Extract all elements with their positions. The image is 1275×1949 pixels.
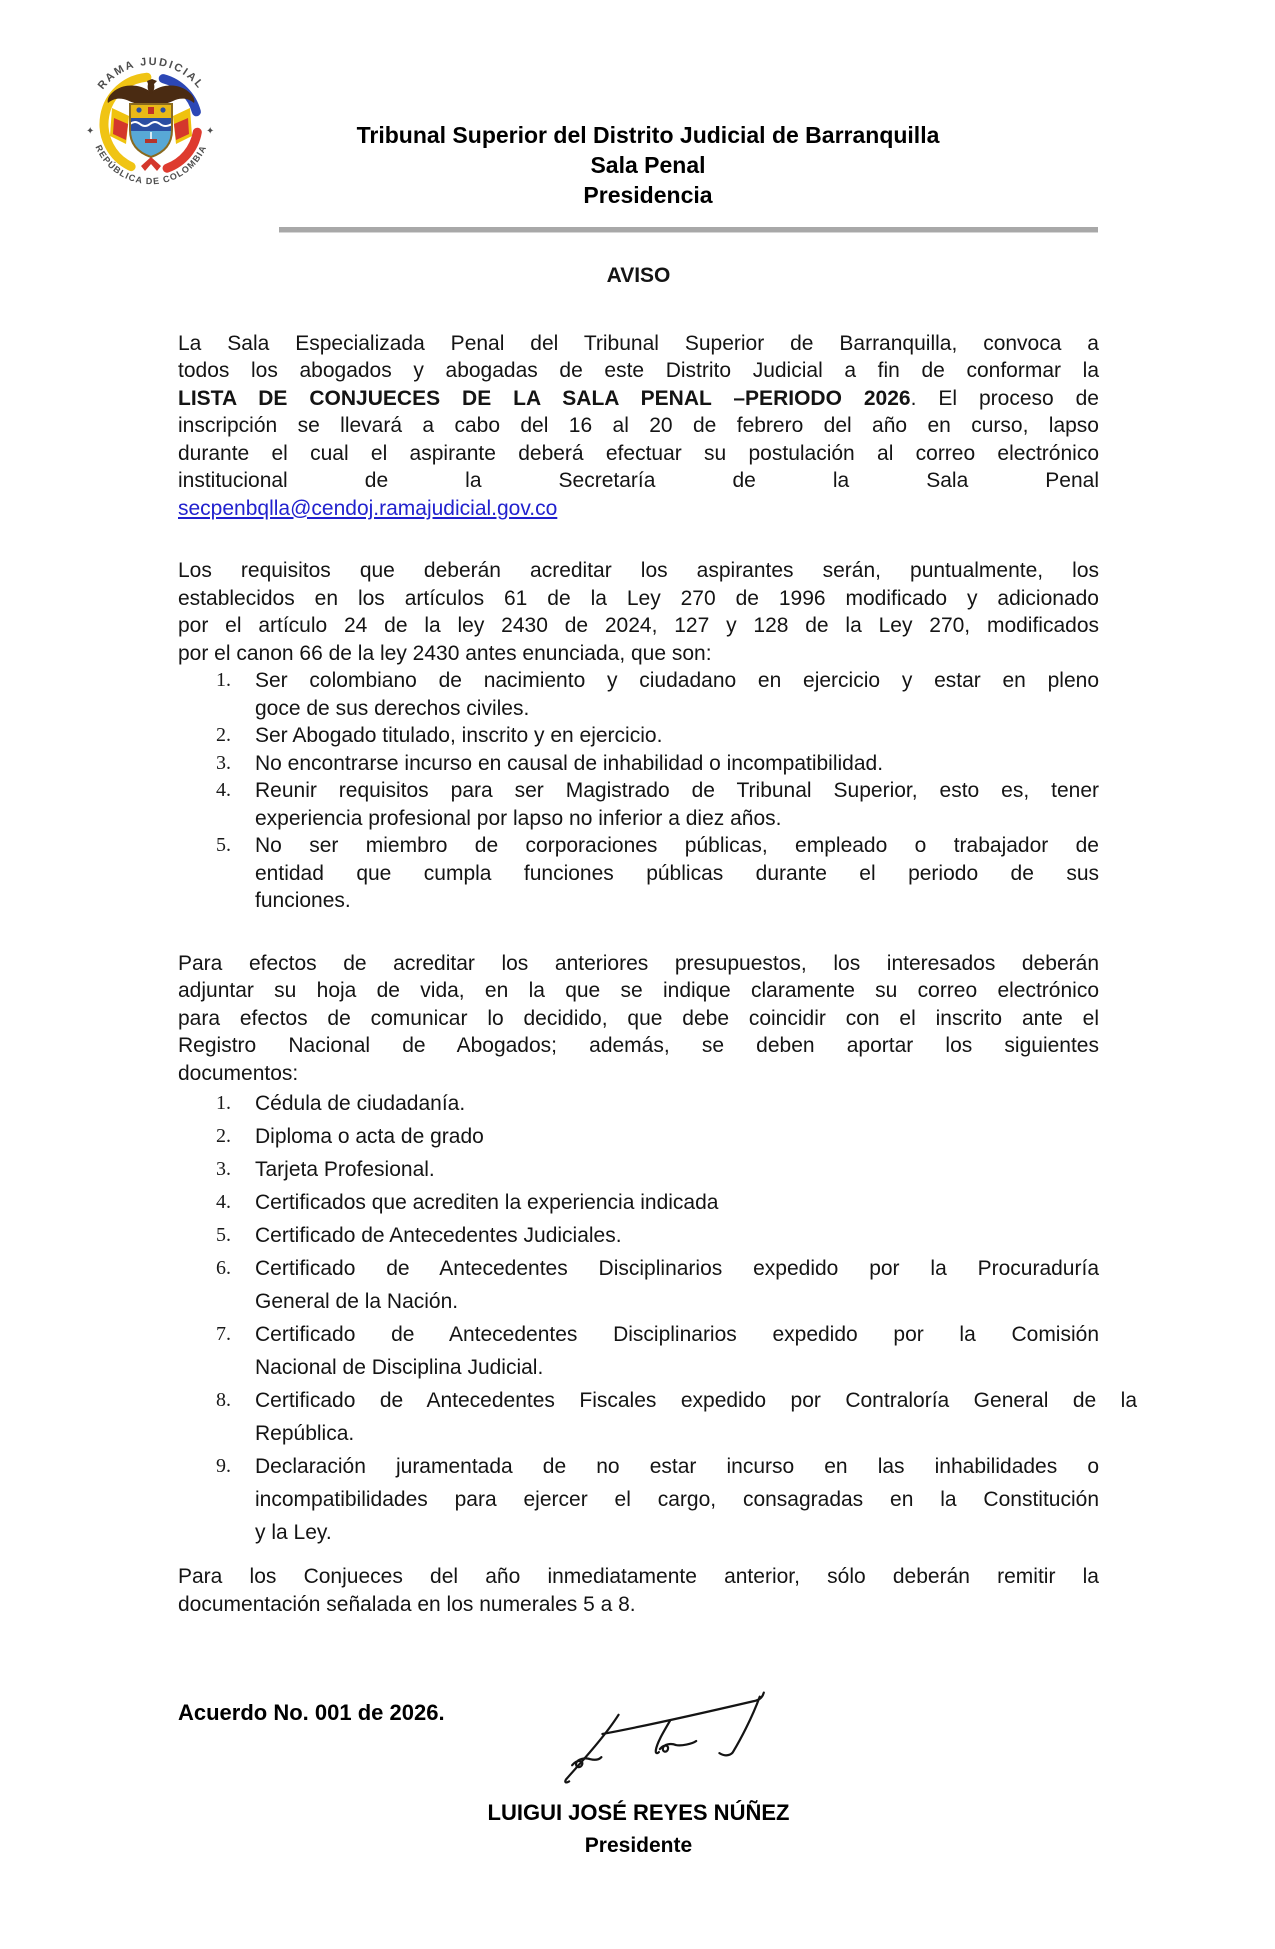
list-item-text-last: Certificado de Antecedentes Judiciales. — [255, 1224, 622, 1247]
document-item — [178, 1153, 1099, 1186]
letterhead-line2: Sala Penal — [590, 152, 706, 178]
paragraph-requisitos-last: por el canon 66 de la ley 2430 antes enunciada, que son: — [178, 641, 712, 665]
shield — [130, 104, 172, 157]
paragraph-requisitos-lines: Los requisitos que deberán acreditar los aspirantes serán, puntualmente, los establecidos en los artículos 61 de la Ley 270 de 1996 modificado y adicionado por el artículo 24 de la ley 2430 de 2024, 127 y 128 de la Ley 270, modificados — [178, 559, 1099, 637]
list-item-text-last: goce de sus derechos civiles. — [255, 696, 530, 720]
letterhead-line3: Presidencia — [583, 182, 713, 208]
seal-right-star-icon: ✦ — [206, 126, 215, 137]
list-item-number: 6. — [216, 1257, 231, 1279]
requirements-list — [178, 667, 1099, 915]
letterhead-line1: Tribunal Superior del Distrito Judicial de Barranquilla — [356, 122, 940, 148]
document-item — [178, 1186, 1099, 1219]
seal-top-text: RAMA JUDICIAL — [95, 55, 207, 92]
letterhead — [280, 120, 1016, 210]
acuerdo-label: Acuerdo No. 001 de 2026. — [178, 1700, 445, 1725]
signature-middle-squiggle — [660, 1741, 696, 1752]
list-item-text: No ser miembro de corporaciones públicas, empleado o trabajador de entidad que cumpla funciones públicas durante el periodo de sus — [255, 834, 1099, 885]
signature-left-squiggle — [572, 1757, 601, 1767]
paragraph-documentos-lines: Para efectos de acreditar los anteriores presupuestos, los interesados deberán adjuntar su hoja de vida, en la que se indique claramente su correo electrónico para efectos de comunicar lo decidido, que debe coincidir con el inscrito ante el Registro Nacional de Abogados; además, se deben aportar los siguientes — [178, 951, 1099, 1057]
paragraph-intro-lines-b: inscripción se llevará a cabo del 16 al 20 de febrero del año en curso, lapso durante el cual el aspirante deberá efectuar su postulación al correo electrónico institucional de la Secretaría de la Sala Penal — [178, 414, 1099, 492]
list-item-number: 1. — [216, 669, 231, 691]
list-item-number: 3. — [216, 1158, 231, 1180]
list-item-number: 2. — [216, 724, 231, 746]
document-item — [178, 1087, 1099, 1120]
list-item-number: 5. — [216, 834, 231, 856]
list-item-text-last: Ser Abogado titulado, inscrito y en ejercicio. — [255, 724, 663, 747]
list-item-number: 2. — [216, 1125, 231, 1147]
document-item — [178, 1219, 1099, 1252]
paragraph-intro — [178, 330, 1099, 523]
document-item — [178, 1252, 1099, 1318]
document-item — [178, 1318, 1099, 1384]
document-item — [178, 1120, 1099, 1153]
after-bold-text: . El proceso de — [910, 386, 1099, 410]
paragraph-conjueces-last: documentación señalada en los numerales 5 a 8. — [178, 1592, 636, 1616]
list-item-text: Certificado de Antecedentes Disciplinarios expedido por la Comisión — [255, 1323, 1099, 1346]
documents-list — [178, 1087, 1137, 1549]
list-item-number: 7. — [216, 1323, 231, 1345]
signatory-role: Presidente — [584, 1834, 693, 1857]
list-item-text: Declaración juramentada de no estar incurso en las inhabilidades o incompatibilidades para ejercer el cargo, consagradas en la Constitución — [255, 1455, 1099, 1511]
list-item-text-last: funciones. — [255, 889, 351, 912]
seal-left-star-icon: ✦ — [86, 126, 95, 137]
list-item-text-last: experiencia profesional por lapso no inferior a diez años. — [255, 806, 782, 830]
list-item-text-last: Diploma o acta de grado — [255, 1125, 484, 1148]
signature-top-bar — [602, 1693, 763, 1734]
requirement-item — [178, 722, 1099, 750]
flag-left — [110, 108, 129, 144]
list-item-text-last: No encontrarse incurso en causal de inhabilidad o incompatibilidad. — [255, 751, 884, 775]
requirement-item — [178, 832, 1099, 915]
list-item-text-last: Tarjeta Profesional. — [255, 1158, 435, 1181]
list-item-text-last: Certificados que acrediten la experiencia indicada — [255, 1191, 719, 1214]
list-item-text: Reunir requisitos para ser Magistrado de Tribunal Superior, esto es, tener — [255, 779, 1099, 802]
requirement-item — [178, 667, 1099, 722]
list-item-text: Certificado de Antecedentes Fiscales expedido por Contraloría General de la — [255, 1389, 1137, 1412]
header-divider — [279, 227, 1098, 233]
paragraph-requisitos — [178, 557, 1099, 667]
ribbon — [141, 157, 161, 171]
list-item-number: 4. — [216, 1191, 231, 1213]
bold-lista-conjueces: LISTA DE CONJUECES DE LA SALA PENAL –PERIODO 2026 — [178, 386, 911, 410]
list-item-text-last: General de la Nación. — [255, 1290, 459, 1313]
document-item — [178, 1384, 1137, 1450]
list-item-text-last: Cédula de ciudadanía. — [255, 1092, 466, 1115]
list-item-text: Ser colombiano de nacimiento y ciudadano en ejercicio y estar en pleno — [255, 669, 1099, 692]
signature — [556, 1688, 788, 1790]
signature-left-stroke — [565, 1715, 618, 1783]
paragraph-intro-lines-a: La Sala Especializada Penal del Tribunal Superior de Barranquilla, convoca a todos los abogados y abogadas de este Distrito Judicial a fin de conformar la — [178, 331, 1099, 382]
seal-bottom-text: REPÚBLICA DE COLOMBIA — [93, 143, 209, 187]
signatory-name: LUIGUI JOSÉ REYES NÚÑEZ — [487, 1800, 790, 1825]
list-item-text-last: y la Ley. — [255, 1521, 332, 1544]
flag-right — [173, 108, 192, 144]
paragraph-conjueces-anteriores — [178, 1563, 1099, 1618]
list-item-text-last: Nacional de Disciplina Judicial. — [255, 1356, 544, 1379]
paragraph-conjueces-lines: Para los Conjueces del año inmediatamente anterior, sólo deberán remitir la — [178, 1565, 1099, 1588]
requirement-item — [178, 750, 1099, 778]
list-item-number: 9. — [216, 1455, 231, 1477]
list-item-number: 3. — [216, 751, 231, 774]
requirement-item — [178, 777, 1099, 832]
document-body — [178, 262, 1137, 1618]
list-item-text: Certificado de Antecedentes Disciplinarios expedido por la Procuraduría — [255, 1257, 1099, 1280]
list-item-number: 8. — [216, 1389, 231, 1411]
paragraph-intro-bold-line — [178, 385, 1099, 413]
notice-heading: AVISO — [606, 264, 671, 287]
document-item — [178, 1450, 1099, 1549]
rama-judicial-seal — [66, 36, 236, 206]
list-item-text-last: República. — [255, 1422, 355, 1445]
list-item-number: 4. — [216, 779, 231, 801]
paragraph-documentos — [178, 950, 1099, 1088]
list-item-number: 5. — [216, 1224, 231, 1246]
list-item-number: 1. — [216, 1092, 231, 1114]
paragraph-documentos-last: documentos: — [178, 1061, 299, 1085]
email-link[interactable]: secpenbqlla@cendoj.ramajudicial.gov.co — [178, 496, 558, 520]
